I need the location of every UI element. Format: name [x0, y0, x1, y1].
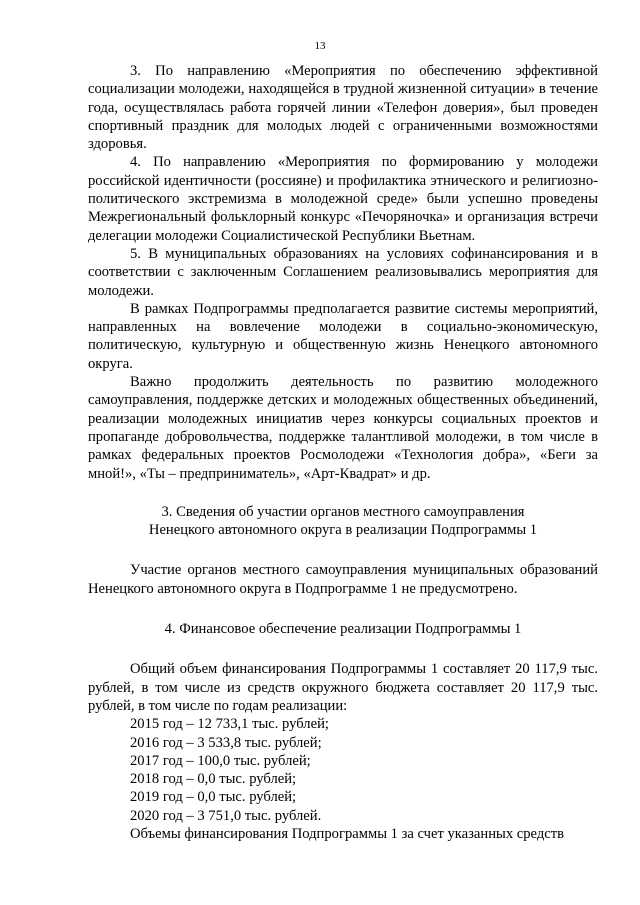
section-3-heading [88, 503, 598, 540]
section-3-text: Участие органов местного самоуправления муниципальных образований Ненецкого автономного округа в Подпрограмме 1 не предусмотрено. [88, 562, 598, 597]
funding-year-item: 2019 год – 0,0 тыс. рублей; [130, 789, 297, 806]
funding-year-item: 2015 год – 12 733,1 тыс. рублей; [130, 716, 329, 733]
section-4-heading: 4. Финансовое обеспечение реализации Подпрограммы 1 [164, 621, 522, 638]
paragraph-item-4: 4. По направлению «Мероприятия по формированию у молодежи российской идентичности (россияне) и профилактика этнического и религиозно-политического экстремизма в молодежной среде» были успешно проведены Межрегиональный фольклорный конкурс «Печоряночка» и организация встречи делегации молодежи Социалистической Республики Вьетнам. [88, 154, 598, 244]
section-3-heading-line2: Ненецкого автономного округа в реализации Подпрограммы 1 [148, 522, 538, 539]
funding-year-item: 2017 год – 100,0 тыс. рублей; [130, 752, 311, 769]
paragraph-development: В рамках Подпрограммы предполагается развитие системы мероприятий, направленных на вовлечение молодежи в социально-экономическую, политическую, культурную и общественную жизнь Ненецкого автономного округа. [88, 300, 598, 372]
section-3-heading-line1: 3. Сведения об участии органов местного самоуправления [161, 503, 525, 520]
funding-year-item: 2016 год – 3 533,8 тыс. рублей; [130, 734, 322, 751]
paragraph-item-5: 5. В муниципальных образованиях на условиях софинансирования и в соответствии с заключенным Соглашением реализовывались мероприятия для молодежи. [88, 245, 598, 299]
funding-by-year-list [88, 715, 598, 825]
paragraph-item-3: 3. По направлению «Мероприятия по обеспечению эффективной социализации молодежи, находящейся в трудной жизненной ситуации» в течение года, осуществлялась работа горячей линии «Телефон доверия», был проведен спортивный праздник для молодых людей с ограниченными возможностями здоровья. [88, 63, 598, 153]
document-body [88, 62, 598, 843]
paragraph-priorities: Важно продолжить деятельность по развитию молодежного самоуправления, поддержке детских и молодежных общественных объединений, реализации молодежных инициатив через конкурсы социальных проектов и пропаганде добровольчества, поддержке талантливой молодежи, в том числе в рамках федеральных проектов Росмолодежи «Технология добра», «Беги за мной!», «Ты – предприниматель», «Арт-Квадрат» и др. [88, 374, 598, 482]
section-4-tail: Объемы финансирования Подпрограммы 1 за счет указанных средств [130, 825, 564, 842]
funding-year-item: 2020 год – 3 751,0 тыс. рублей. [130, 807, 322, 824]
funding-year-item: 2018 год – 0,0 тыс. рублей; [130, 771, 297, 788]
page-number: 13 [314, 40, 326, 52]
section-4-intro: Общий объем финансирования Подпрограммы 1 составляет 20 117,9 тыс. рублей, в том числе из средств окружного бюджета составляет 20 117,9 тыс. рублей, в том числе по годам реализации: [88, 661, 598, 714]
